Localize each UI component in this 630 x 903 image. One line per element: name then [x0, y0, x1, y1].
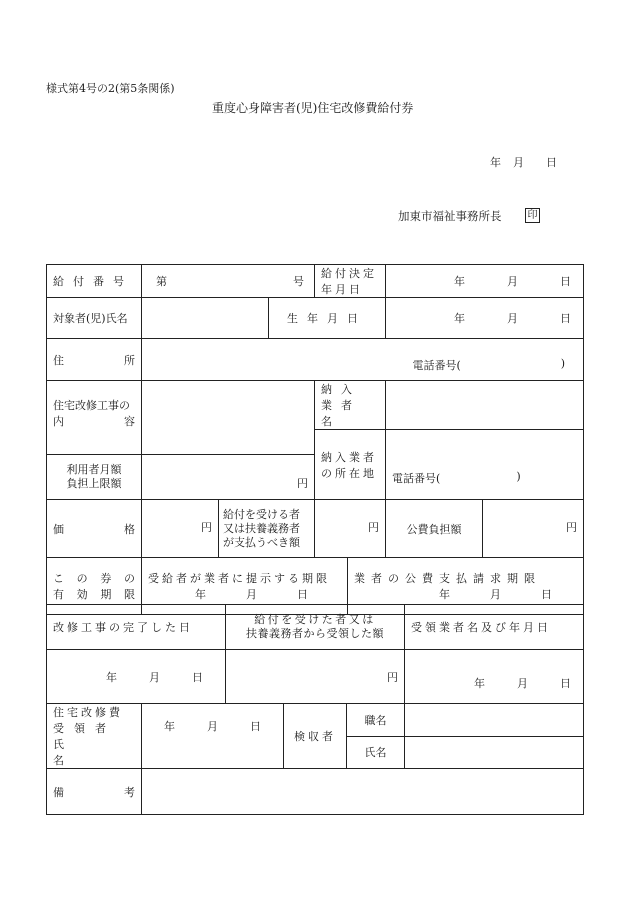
kigen-char: 有: [53, 588, 64, 601]
shiharau-line: が支払うべき額: [223, 535, 300, 549]
kigen-char: 効: [76, 588, 88, 601]
month-text: 月: [149, 670, 160, 684]
day-text: 日: [250, 720, 261, 733]
office-name: 加東市福祉事務所長: [398, 209, 502, 223]
juryo-line1: 給付を受けた者又は: [254, 613, 376, 626]
month-text: 月: [517, 676, 529, 690]
kohi-field[interactable]: [483, 500, 584, 558]
kigen-char: の: [123, 572, 135, 585]
biko-char: 考: [124, 785, 135, 799]
juryohi-line: 受領者: [53, 722, 116, 735]
label-jusho: [47, 339, 142, 381]
year-text: 年: [195, 588, 207, 601]
naiyo-field[interactable]: [142, 381, 315, 455]
naiyo-char: 容: [124, 415, 135, 428]
jusho-field[interactable]: [142, 339, 584, 381]
seal-mark: 印: [525, 208, 540, 223]
paren-close: ): [560, 356, 566, 370]
biko-char: 備: [53, 785, 64, 799]
go-text: 号: [293, 275, 305, 288]
label-nonyu-addr: 納入業者の所在地: [315, 430, 386, 500]
kigen-juku-label: 受給者が業者に提示する期限: [148, 572, 330, 585]
form-id: 様式第4号の2(第5条関係): [46, 82, 175, 95]
kakaku-field[interactable]: [142, 500, 219, 558]
day-text: 日: [297, 588, 309, 601]
label-kakaku: [47, 500, 142, 558]
jusho-char: 所: [124, 353, 135, 367]
label-kenshu: 検収者: [284, 704, 347, 769]
label-biko: [47, 769, 142, 815]
denwa-label: 電話番号(: [392, 471, 441, 485]
month-text: 月: [507, 275, 519, 288]
juryohi-date-field[interactable]: [142, 704, 284, 769]
shokumei-field[interactable]: [405, 704, 584, 737]
upper-table: [46, 264, 584, 615]
month-text: 月: [207, 720, 218, 733]
kigen-char: こ: [53, 572, 64, 585]
label-naiyo: [47, 381, 142, 455]
year-text: 年: [106, 670, 117, 684]
juryo-gyosha-field[interactable]: [405, 650, 584, 704]
issue-date: [490, 154, 557, 170]
label-juryo-gyosha: 受領業者名及び年月日: [405, 605, 584, 650]
year-text: 年: [474, 676, 486, 690]
denwa-label: 電話番号(: [412, 358, 461, 372]
biko-field[interactable]: [142, 769, 584, 815]
date-year: 年: [490, 156, 501, 169]
kyufu-bango-field[interactable]: [142, 265, 315, 298]
juryohi-line: 氏名: [53, 738, 104, 767]
nonyu-addr-field[interactable]: [386, 430, 584, 500]
birth-field[interactable]: [386, 298, 584, 339]
juryo-line2: 扶養義務者から受領した額: [246, 627, 384, 640]
juryo-field[interactable]: [226, 650, 405, 704]
month-text: 月: [507, 312, 519, 325]
kakaku-char: 価: [53, 522, 64, 536]
dai-text: 第: [156, 275, 167, 288]
day-text: 日: [560, 275, 572, 288]
yen-text: 円: [297, 477, 309, 490]
yen-text: 円: [387, 670, 399, 684]
jusho-char: 住: [53, 353, 64, 367]
label-kohi: 公費負担額: [386, 500, 483, 558]
label-shimei: 氏名: [347, 736, 405, 769]
label-shokumei: 職名: [347, 704, 405, 737]
label-kyufu-bango: 給付番号: [47, 265, 142, 298]
futan-line1: 利用者月額: [66, 463, 122, 476]
futan-field[interactable]: [142, 455, 315, 500]
year-text: 年: [454, 312, 466, 325]
form-title: 重度心身障害者(児)住宅改修費給付券: [212, 101, 414, 115]
juryohi-line: 住宅改修費: [53, 706, 123, 719]
day-text: 日: [560, 312, 572, 325]
kakaku-char: 格: [124, 522, 135, 536]
label-taishosha: 対象者(児)氏名: [47, 298, 142, 339]
shiharau-line: 給付を受ける者: [223, 507, 300, 521]
naiyo-line1: 住宅改修工事の: [53, 399, 130, 412]
label-juryohi: [47, 704, 142, 769]
label-birth: 生年月日: [269, 298, 386, 339]
shiharau-line: 又は扶養義務者: [223, 521, 300, 535]
label-juryo: [226, 605, 405, 650]
kigen-char: 期: [100, 588, 112, 601]
month-text: 月: [490, 588, 502, 601]
date-month: 月: [513, 156, 524, 169]
yen-text: 円: [566, 520, 578, 534]
label-shiharau: [219, 500, 315, 558]
month-text: 月: [246, 588, 258, 601]
yen-text: 円: [368, 520, 380, 534]
kigen-char: の: [76, 572, 88, 585]
nonyu-name-field[interactable]: [386, 381, 584, 430]
kigen-kohi-label: 業者の公費支払請求期限: [354, 572, 542, 585]
taishosha-field[interactable]: [142, 298, 269, 339]
day-text: 日: [541, 588, 553, 601]
label-futan: [47, 455, 142, 500]
date-day: 日: [546, 156, 557, 169]
day-text: 日: [560, 676, 572, 690]
kigen-char: 券: [100, 572, 112, 585]
day-text: 日: [192, 670, 203, 684]
shiharau-field[interactable]: [315, 500, 386, 558]
kettei-date-field[interactable]: [386, 265, 584, 298]
label-kanryo: 改修工事の完了した日: [47, 605, 226, 650]
yen-text: 円: [201, 520, 212, 534]
label-nonyu-name: 納入業者名: [315, 381, 386, 430]
shimei-field[interactable]: [405, 736, 584, 769]
lower-table: [46, 604, 584, 815]
kigen-char: 限: [123, 588, 135, 601]
year-text: 年: [454, 275, 466, 288]
year-text: 年: [164, 720, 175, 733]
paren-close: ): [516, 469, 521, 483]
label-kettei-date: 給付決定年月日: [315, 265, 386, 298]
futan-line2: 負担上限額: [66, 477, 122, 490]
naiyo-char: 内: [53, 415, 64, 428]
year-text: 年: [439, 588, 451, 601]
kanryo-field[interactable]: [47, 650, 226, 704]
